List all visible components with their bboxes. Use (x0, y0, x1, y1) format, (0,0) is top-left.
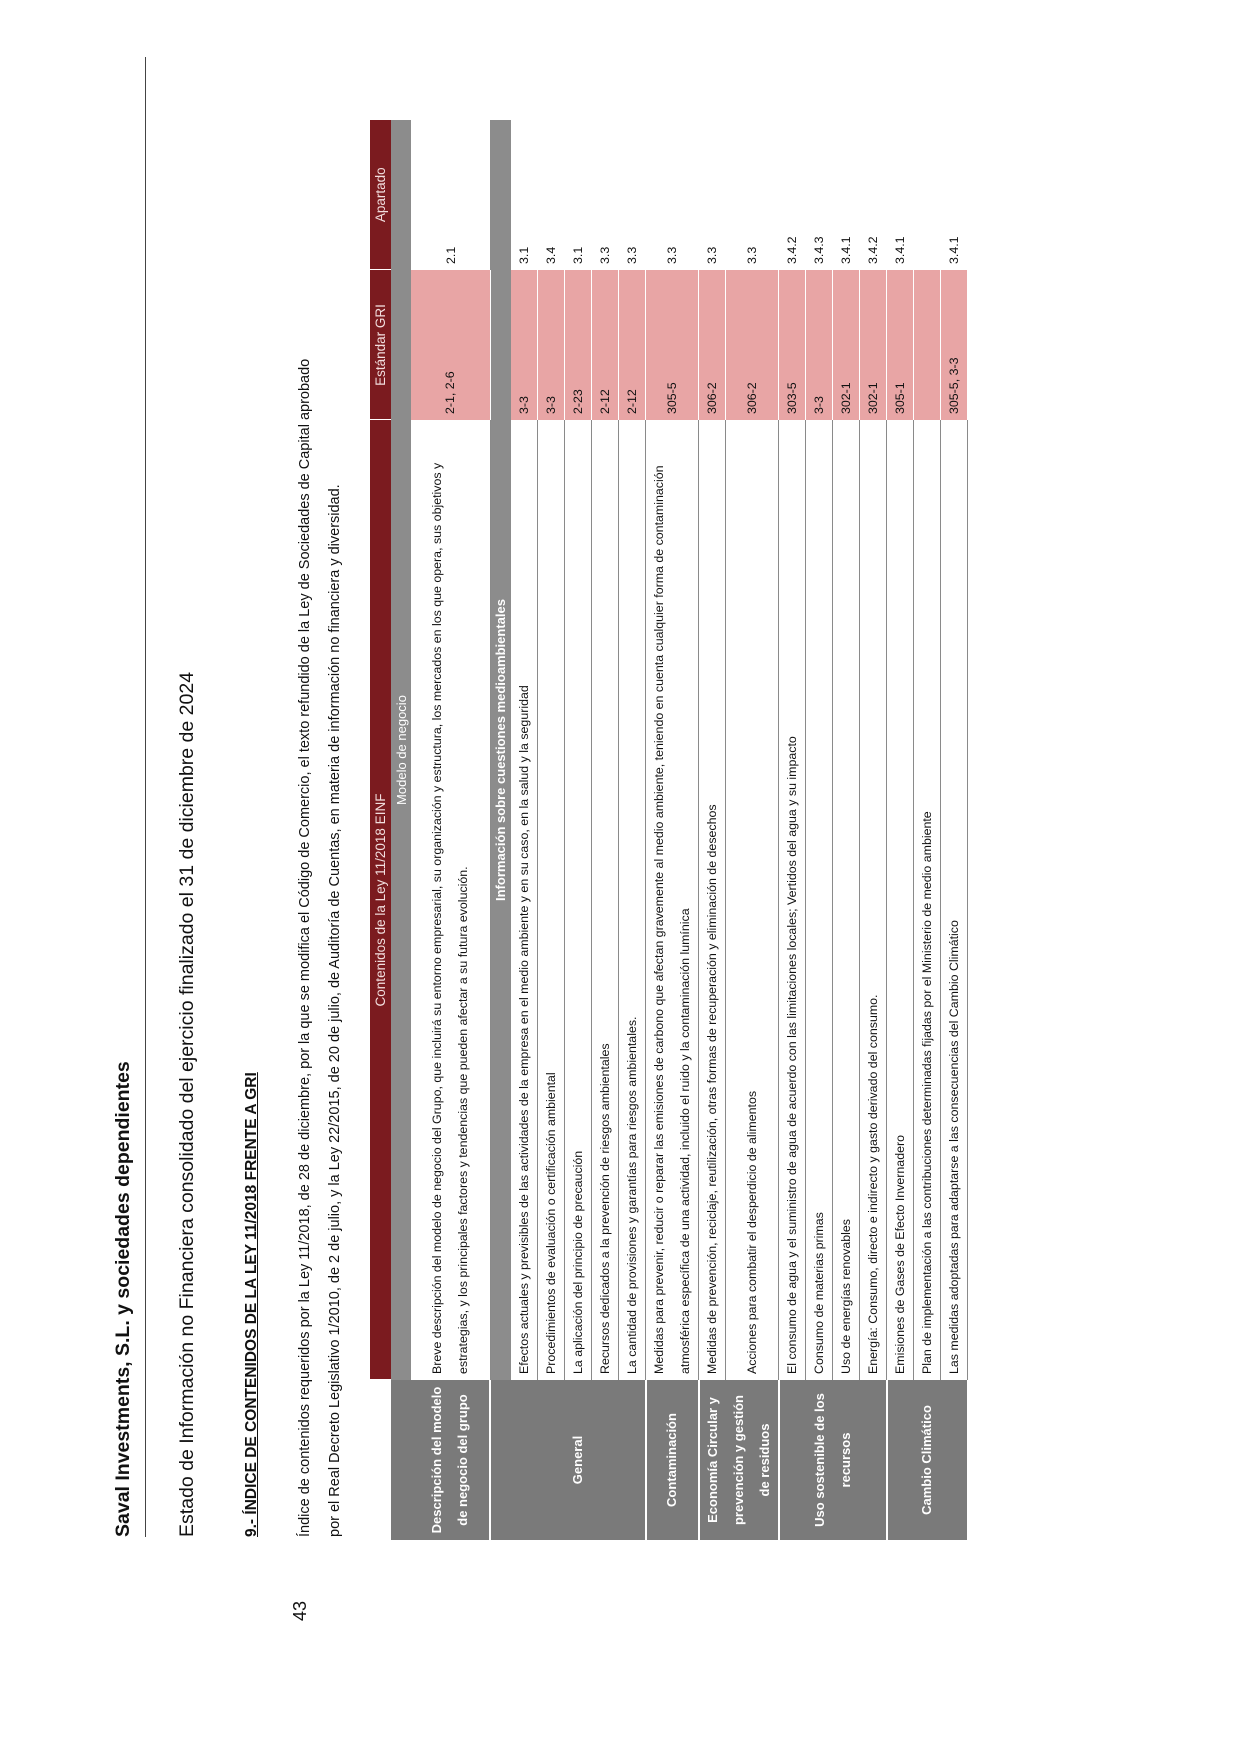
gri-index-table (370, 120, 969, 1540)
table-row (511, 120, 538, 1540)
row-section: 3.3 (699, 120, 726, 270)
row-description: La aplicación del principio de precaución (565, 420, 592, 1380)
table-row (646, 120, 699, 1540)
row-gri-standard: 2-12 (619, 270, 646, 420)
band-row-business (391, 120, 411, 1540)
table-row (887, 120, 914, 1540)
row-section: 3.3 (726, 120, 779, 270)
row-section (914, 120, 941, 270)
row-description: Medidas de prevención, reciclaje, reutilización, otras formas de recuperación y eliminación de desechos (699, 420, 726, 1380)
intro-paragraph (290, 57, 350, 1537)
row-gri-standard: 3-3 (511, 270, 538, 420)
row-description: Las medidas adoptadas para adaptarse a las consecuencias del Cambio Climático (941, 420, 968, 1380)
table-row (592, 120, 619, 1540)
row-gri-standard: 305-5, 3-3 (941, 270, 968, 420)
row-description: Plan de implementación a las contribuciones determinadas fijadas por el Ministerio de medio ambiente (914, 420, 941, 1380)
row-description: El consumo de agua y el suministro de agua de acuerdo con las limitaciones locales; Vertidos del agua y su impacto (779, 420, 806, 1380)
row-description: Procedimientos de evaluación o certificación ambiental (538, 420, 565, 1380)
row-section: 3.3 (619, 120, 646, 270)
table-row (699, 120, 726, 1540)
table-row (726, 120, 779, 1540)
row-gri-standard: 306-2 (726, 270, 779, 420)
intro-line-1: Índice de contenidos requeridos por la Ley 11/2018, de 28 de diciembre, por la que se modifica el Código de Comercio, el texto refundido de la Ley de Sociedades de Capital aprobado (297, 358, 313, 1537)
row-section: 3.1 (511, 120, 538, 270)
band-environmental: Información sobre cuestiones medioambientales (490, 120, 511, 1380)
category-pollution: Contaminación (646, 1380, 699, 1540)
row-description: Uso de energías renovables (833, 420, 860, 1380)
section-title: 9.- ÍNDICE DE CONTENIDOS DE LA LEY 11/2018 FRENTE A GRI (243, 1072, 260, 1537)
row-section: 3.3 (646, 120, 699, 270)
table-row (806, 120, 833, 1540)
row-description: Consumo de materias primas (806, 420, 833, 1380)
table-row (914, 120, 941, 1540)
row-section: 3.4.1 (833, 120, 860, 270)
category-circular-economy: Economía Circular y prevención y gestión de residuos (699, 1380, 779, 1540)
row-gri-standard: 3-3 (538, 270, 565, 420)
header-section: Apartado (370, 120, 391, 270)
band-row-environment (490, 120, 511, 1540)
table-row (565, 120, 592, 1540)
category-sustainable-resources: Uso sostenible de los recursos (779, 1380, 887, 1540)
header-contents: Contenidos de la Ley 11/2018 EINF (370, 420, 391, 1380)
company-name: Saval Investments, S.L. y sociedades dependientes (112, 57, 146, 1537)
row-gri-standard: 306-2 (699, 270, 726, 420)
band-lead-cell (391, 1380, 411, 1540)
row-description: Efectos actuales y previsibles de las actividades de la empresa en el medio ambiente y en su caso, en la salud y la seguridad (511, 420, 538, 1380)
row-description: Recursos dedicados a la prevención de riesgos ambientales (592, 420, 619, 1380)
report-subtitle: Estado de Información no Financiera consolidado del ejercicio finalizado el 31 de diciembre de 2024 (176, 671, 198, 1537)
row-section: 3.4.1 (941, 120, 968, 270)
row-gri-standard: 302-1 (860, 270, 887, 420)
row-gri-standard: 305-1 (887, 270, 914, 420)
row-gri-standard: 3-3 (806, 270, 833, 420)
row-section: 3.4.3 (806, 120, 833, 270)
table-row (619, 120, 646, 1540)
row-gri-standard: 302-1 (833, 270, 860, 420)
row-section: 3.4.1 (887, 120, 914, 270)
row-gri-standard: 303-5 (779, 270, 806, 420)
row-gri-standard: 2-23 (565, 270, 592, 420)
row-section: 3.3 (592, 120, 619, 270)
table-header-row (370, 120, 391, 1540)
category-business-description: Descripción del modelo de negocio del grupo (411, 1380, 490, 1540)
table-row (538, 120, 565, 1540)
intro-line-2: por el Real Decreto Legislativo 1/2010, de 2 de julio, y la Ley 22/2015, de 20 de julio, de Auditoría de Cuentas, en materia de información no financiera y diversidad. (327, 484, 343, 1537)
table-row (411, 120, 490, 1540)
row-gri-standard: 2-1, 2-6 (411, 270, 490, 420)
band-business-model: Modelo de negocio (391, 120, 411, 1380)
row-description: Emisiones de Gases de Efecto Invernadero (887, 420, 914, 1380)
row-description: La cantidad de provisiones y garantías para riesgos ambientales. (619, 420, 646, 1380)
table-row (860, 120, 887, 1540)
row-description: Medidas para prevenir, reducir o reparar las emisiones de carbono que afectan gravemente al medio ambiente, teniendo en cuenta cualquier forma de contaminación atmosférica específica de una actividad, incluido el ruido y la contaminación lumínica (646, 420, 699, 1380)
row-description: Energía: Consumo, directo e indirecto y gasto derivado del consumo. (860, 420, 887, 1380)
row-section: 2.1 (411, 120, 490, 270)
category-general: General (511, 1380, 646, 1540)
row-section: 3.4.2 (860, 120, 887, 270)
category-climate-change: Cambio Climático (887, 1380, 968, 1540)
header-corner (370, 1380, 391, 1540)
table-row (779, 120, 806, 1540)
band-lead-cell (490, 1380, 511, 1540)
row-section: 3.4 (538, 120, 565, 270)
row-description: Breve descripción del modelo de negocio del Grupo, que incluirá su entorno empresarial, su organización y estructura, los mercados en los que opera, sus objetivos y estrategias, y los principales factores y tendencias que pueden afectar a su futura evolución. (411, 420, 490, 1380)
row-gri-standard (914, 270, 941, 420)
table-row (833, 120, 860, 1540)
table-row (941, 120, 968, 1540)
page-number: 43 (290, 1600, 310, 1621)
row-gri-standard: 2-12 (592, 270, 619, 420)
row-description: Acciones para combatir el desperdicio de alimentos (726, 420, 779, 1380)
header-gri-standard: Estándar GRI (370, 270, 391, 420)
row-section: 3.4.2 (779, 120, 806, 270)
row-section: 3.1 (565, 120, 592, 270)
row-gri-standard: 305-5 (646, 270, 699, 420)
